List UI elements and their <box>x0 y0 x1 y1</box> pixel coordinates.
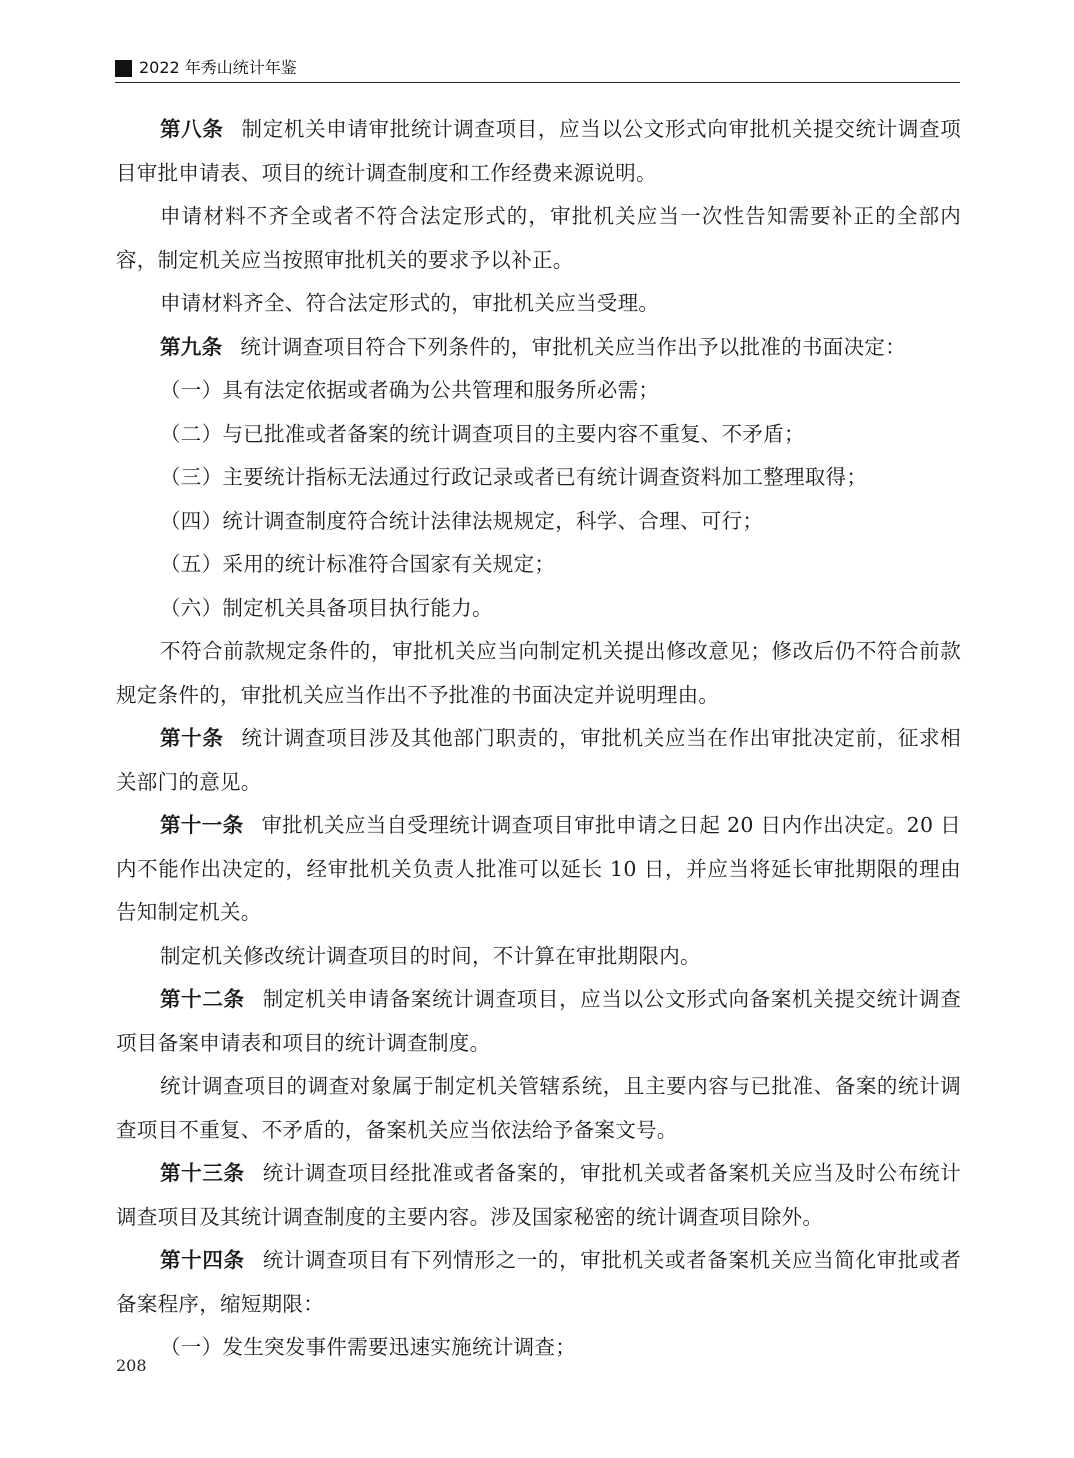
page-number: 208 <box>116 1356 147 1375</box>
article-heading: 第九条 <box>160 334 223 359</box>
list-item <box>116 456 961 500</box>
paragraph-article-8 <box>116 108 961 195</box>
header-square-icon <box>115 60 132 77</box>
paragraph-text: （五）采用的统计标准符合国家有关规定； <box>160 552 556 576</box>
article-heading: 第十四条 <box>160 1248 245 1272</box>
paragraph-article-11 <box>116 804 961 935</box>
paragraph-text: 统计调查项目涉及其他部门职责的，审批机关应当在作出审批决定前，征求相关部门的意见。 <box>116 726 961 794</box>
paragraph-text: 申请材料齐全、符合法定形式的，审批机关应当受理。 <box>160 291 660 315</box>
article-heading: 第八条 <box>160 117 224 141</box>
list-item <box>116 413 961 457</box>
paragraph-text: 统计调查项目符合下列条件的，审批机关应当作出予以批准的书面决定： <box>240 334 907 359</box>
paragraph-text: （四）统计调查制度符合统计法律法规规定，科学、合理、可行； <box>160 508 764 533</box>
paragraph-text: 制定机关修改统计调查项目的时间，不计算在审批期限内。 <box>160 943 701 968</box>
paragraph-text: （一）具有法定依据或者确为公共管理和服务所必需； <box>160 378 660 402</box>
paragraph-text: 不符合前款规定条件的，审批机关应当向制定机关提出修改意见；修改后仍不符合前款规定条件的，审批机关应当作出不予批准的书面决定并说明理由。 <box>116 639 961 707</box>
list-item <box>116 369 961 413</box>
list-item <box>116 500 961 544</box>
paragraph <box>116 935 961 979</box>
paragraph-text: 审批机关应当自受理统计调查项目审批申请之日起 20 日内作出决定。20 日内不能作出决定的，经审批机关负责人批准可以延长 10 日，并应当将延长审批期限的理由告知制定机关。 <box>116 813 961 924</box>
paragraph <box>116 195 961 282</box>
list-item <box>116 1326 961 1370</box>
paragraph-article-14 <box>116 1239 961 1326</box>
paragraph-text: 统计调查项目经批准或者备案的，审批机关或者备案机关应当及时公布统计调查项目及其统计调查制度的主要内容。涉及国家秘密的统计调查项目除外。 <box>116 1161 961 1229</box>
article-heading: 第十一条 <box>160 813 244 837</box>
list-item <box>116 543 961 587</box>
paragraph-text: 制定机关申请备案统计调查项目，应当以公文形式向备案机关提交统计调查项目备案申请表和项目的统计调查制度。 <box>116 987 961 1055</box>
paragraph-article-10 <box>116 717 961 804</box>
paragraph-text: 统计调查项目的调查对象属于制定机关管辖系统，且主要内容与已批准、备案的统计调查项目不重复、不矛盾的，备案机关应当依法给予备案文号。 <box>116 1074 961 1142</box>
paragraph-text: （二）与已批准或者备案的统计调查项目的主要内容不重复、不矛盾； <box>160 421 805 446</box>
paragraph-text: 制定机关申请审批统计调查项目，应当以公文形式向审批机关提交统计调查项目审批申请表、项目的统计调查制度和工作经费来源说明。 <box>116 117 961 185</box>
paragraph <box>116 282 961 326</box>
article-heading: 第十三条 <box>160 1161 245 1185</box>
article-heading: 第十条 <box>160 726 224 750</box>
article-heading: 第十二条 <box>160 987 245 1011</box>
page-header <box>115 58 960 83</box>
paragraph-article-12 <box>116 978 961 1065</box>
paragraph <box>116 630 961 717</box>
paragraph-text: 统计调查项目有下列情形之一的，审批机关或者备案机关应当简化审批或者备案程序，缩短期限： <box>116 1248 961 1316</box>
list-item <box>116 587 961 631</box>
document-body <box>116 108 961 1370</box>
header-title: 2022 年秀山统计年鉴 <box>139 58 297 77</box>
paragraph-article-9 <box>116 326 961 370</box>
paragraph-text: （三）主要统计指标无法通过行政记录或者已有统计调查资料加工整理取得； <box>160 465 868 489</box>
paragraph-text: （一）发生突发事件需要迅速实施统计调查； <box>160 1335 576 1359</box>
paragraph-text: 申请材料不齐全或者不符合法定形式的，审批机关应当一次性告知需要补正的全部内容，制定机关应当按照审批机关的要求予以补正。 <box>116 204 961 272</box>
paragraph <box>116 1065 961 1152</box>
paragraph-text: （六）制定机关具备项目执行能力。 <box>160 595 493 620</box>
paragraph-article-13 <box>116 1152 961 1239</box>
